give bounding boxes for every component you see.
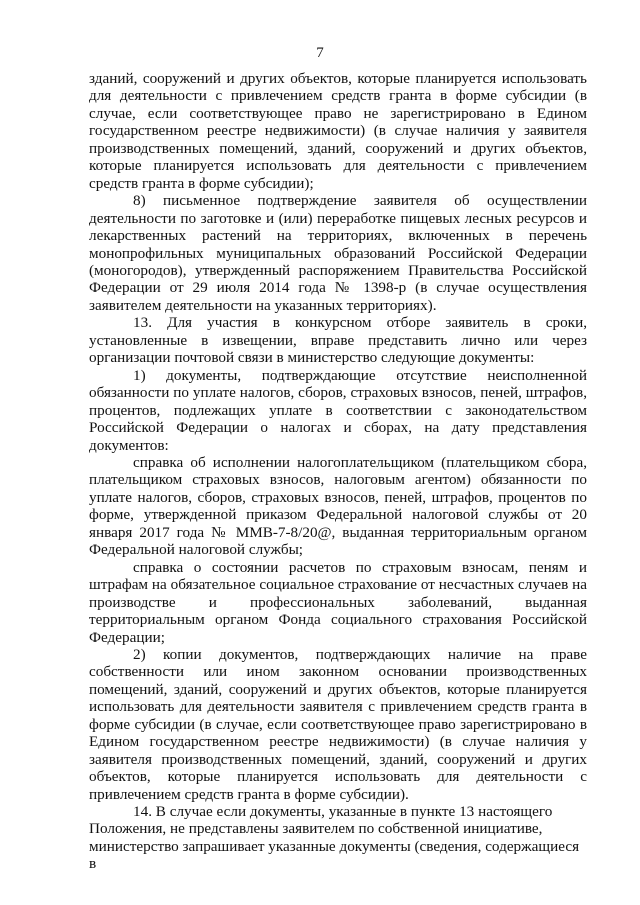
paragraph-item-13: 13. Для участия в конкурсном отборе заявитель в сроки, установленные в извещении, вправе представить лично или через организации почтовой связи в министерство следующие документы: [89,314,587,367]
paragraph-certificate-insurance: справка о состоянии расчетов по страховым взносам, пеням и штрафам на обязательное социальное страхование от несчастных случаев на производстве и профессиональных заболеваний, выданная территориальным органом Фонда социального страхования Российской Федерации; [89,558,587,646]
paragraph-certificate-tax: справка об исполнении налогоплательщиком (плательщиком сбора, плательщиком страховых взносов, налоговым агентом) обязанности по уплате налогов, сборов, страховых взносов, пеней, штрафов, процентов по форме, утвержденной приказом Федеральной налоговой службы от 20 января 2017 года № ММВ-7-8/20@, выданная территориальным органом Федеральной налоговой службы; [89,453,587,559]
document-body [89,70,587,873]
paragraph-item-13-2: 2) копии документов, подтверждающих наличие на праве собственности или ином законном основании производственных помещений, зданий, сооружений и других объектов, которые планируется использовать для деятельности заявителя с привлечением средств гранта в форме субсидии (в случае, если соответствующее право зарегистрировано в Едином государственном реестре недвижимости) (в случае наличия у заявителя производственных помещений, зданий, сооружений и других объектов, которые планируется использовать для деятельности с привлечением средств гранта в форме субсидии). [89,645,587,803]
paragraph-item-13-1: 1) документы, подтверждающие отсутствие неисполненной обязанности по уплате налогов, сборов, страховых взносов, пеней, штрафов, процентов, подлежащих уплате в соответствии с законодательством Российской Федерации о налогах и сборах, на дату представления документов: [89,366,587,454]
page-number: 7 [316,45,324,61]
paragraph-item-14: 14. В случае если документы, указанные в пункте 13 настоящего Положения, не представлены заявителем по собственной инициативе, министерство запрашивает указанные документы (сведения, содержащиеся в [89,803,580,873]
paragraph-item-8: 8) письменное подтверждение заявителя об осуществлении деятельности по заготовке и (или) переработке пищевых лесных ресурсов и лекарственных растений на территориях, включенных в перечень монопрофильных муниципальных образований Российской Федерации (моногородов), утвержденный распоряжением Правительства Российской Федерации от 29 июля 2014 года № 1398-р (в случае осуществления заявителем деятельности на указанных территориях). [89,192,587,314]
paragraph-continuation: зданий, сооружений и других объектов, которые планируется использовать для деятельности с привлечением средств гранта в форме субсидии (в случае, если соответствующее право не зарегистрировано в Едином государственном реестре недвижимости) (в случае наличия у заявителя производственных помещений, зданий, сооружений и других объектов, которые планируется использовать для деятельности с привлечением средств гранта в форме субсидии); [89,70,587,192]
